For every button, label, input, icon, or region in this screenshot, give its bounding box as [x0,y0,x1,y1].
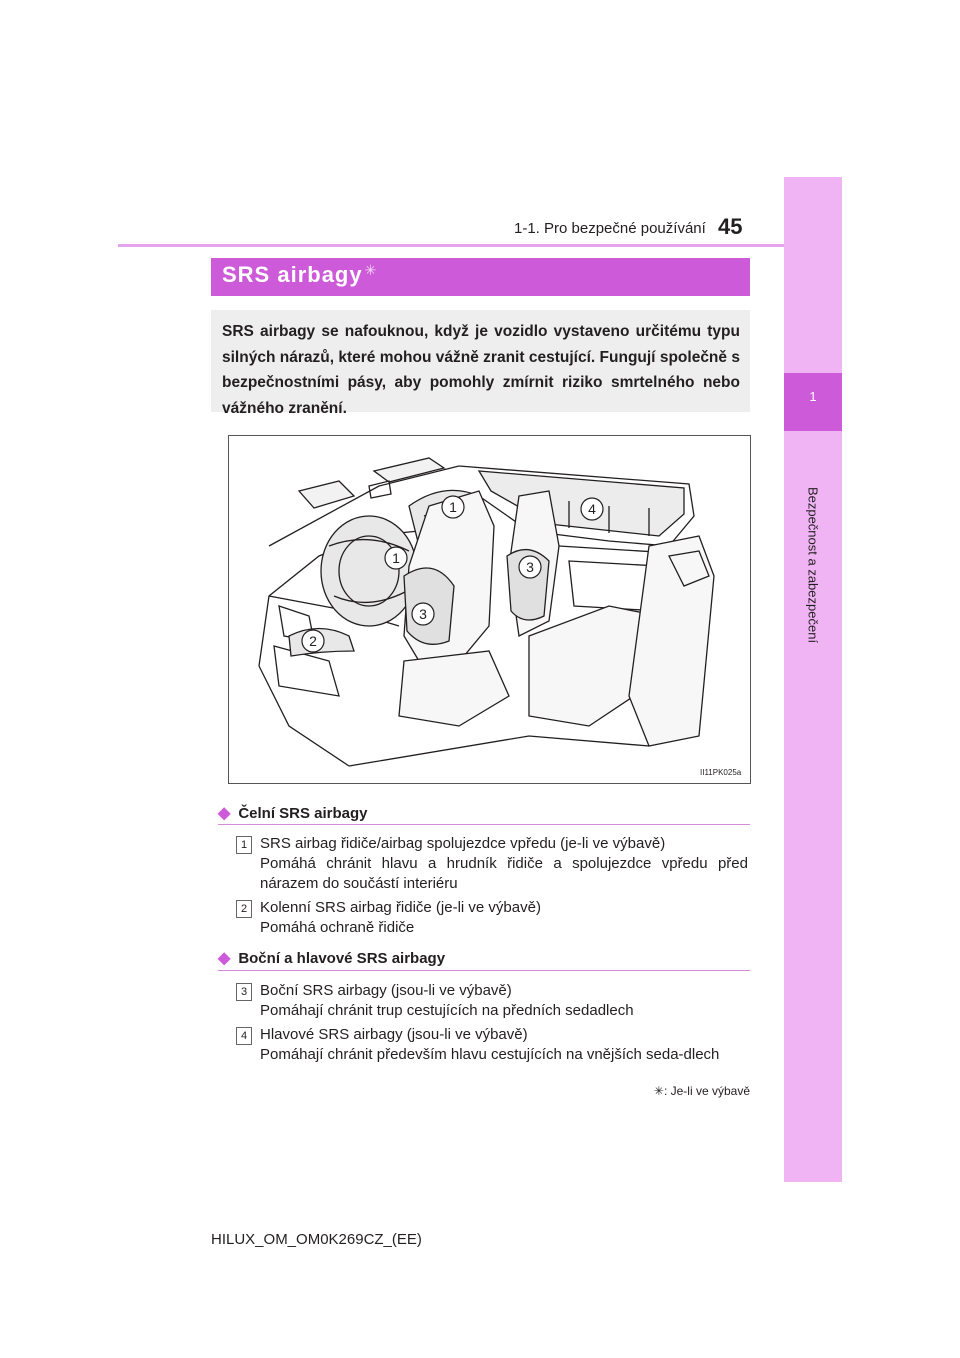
item-number-badge: 1 [236,836,252,854]
header-section-title: 1-1. Pro bezpečné používání [514,220,706,237]
item-side-airbag [260,981,748,1021]
footnote-text: : Je-li ve výbavě [663,1084,750,1098]
intro-text: SRS airbagy se nafouknou, když je vozidlo vystaveno určitému typu silných nárazů, které mohou vážně zranit cestující. Fungují společně s bezpečnostními pásy, aby pomohly zmírnit riziko smrtelného nebo vážného zranění. [222,323,740,417]
item-front-airbag [260,834,748,894]
callout-label: 3 [419,606,427,622]
callout-label: 1 [392,550,400,566]
section-heading-text: Boční a hlavové SRS airbagy [238,950,446,967]
item-curtain-airbag [260,1025,748,1065]
item-description: Pomáhají chránit především hlavu cestujících na vnějších seda-dlech [260,1046,720,1063]
chapter-label: Bezpečnost a zabezpečení [805,486,821,644]
item-number-badge: 4 [236,1027,252,1045]
item-title: Boční SRS airbagy (jsou-li ve výbavě) [260,982,512,999]
page-number: 45 [718,214,743,239]
item-description: Pomáhají chránit trup cestujících na předních sedadlech [260,1002,634,1019]
callout-label: 4 [588,501,596,517]
figure-code: II11PK025a [700,768,742,777]
section-heading-side [218,948,445,968]
section-heading-text: Čelní SRS airbagy [238,805,368,822]
item-number-badge: 2 [236,900,252,918]
callout-4-curtain [581,498,603,520]
item-description: Pomáhá ochraně řidiče [260,919,415,936]
chapter-side-strip [784,177,842,1182]
section-divider [218,824,750,825]
callout-label: 1 [449,499,457,515]
callout-3-passenger-side [519,556,541,578]
callout-3-driver-side [412,603,434,625]
item-title: SRS airbag řidiče/airbag spolujezdce vpředu (je-li ve výbavě) [260,835,666,852]
item-title: Hlavové SRS airbagy (jsou-li ve výbavě) [260,1026,528,1043]
section-heading-front [218,803,368,823]
callout-1-passenger [442,496,464,518]
callout-2-knee [302,630,324,652]
footnote [620,1084,750,1098]
car-interior-drawing [229,436,750,783]
airbag-illustration [228,435,751,784]
asterisk-icon: ✳ [364,262,378,278]
callout-label: 2 [309,633,317,649]
header-divider [118,244,784,247]
page-title [222,262,377,288]
document-id: HILUX_OM_OM0K269CZ_(EE) [211,1231,422,1248]
asterisk-icon: ✳ [653,1084,664,1098]
chapter-number: 1 [809,389,817,404]
callout-1-driver [385,547,407,569]
callout-label: 3 [526,559,534,575]
diamond-icon: ◆ [218,950,231,967]
item-title: Kolenní SRS airbag řidiče (je-li ve výbavě) [260,899,541,916]
item-description: Pomáhá chránit hlavu a hrudník řidiče a spolujezdce vpředu před nárazem do součástí interiéru [260,855,748,892]
page-title-text: SRS airbagy [222,262,363,287]
item-knee-airbag [260,898,748,938]
item-number-badge: 3 [236,983,252,1001]
section-divider [218,970,750,971]
diamond-icon: ◆ [218,805,231,822]
